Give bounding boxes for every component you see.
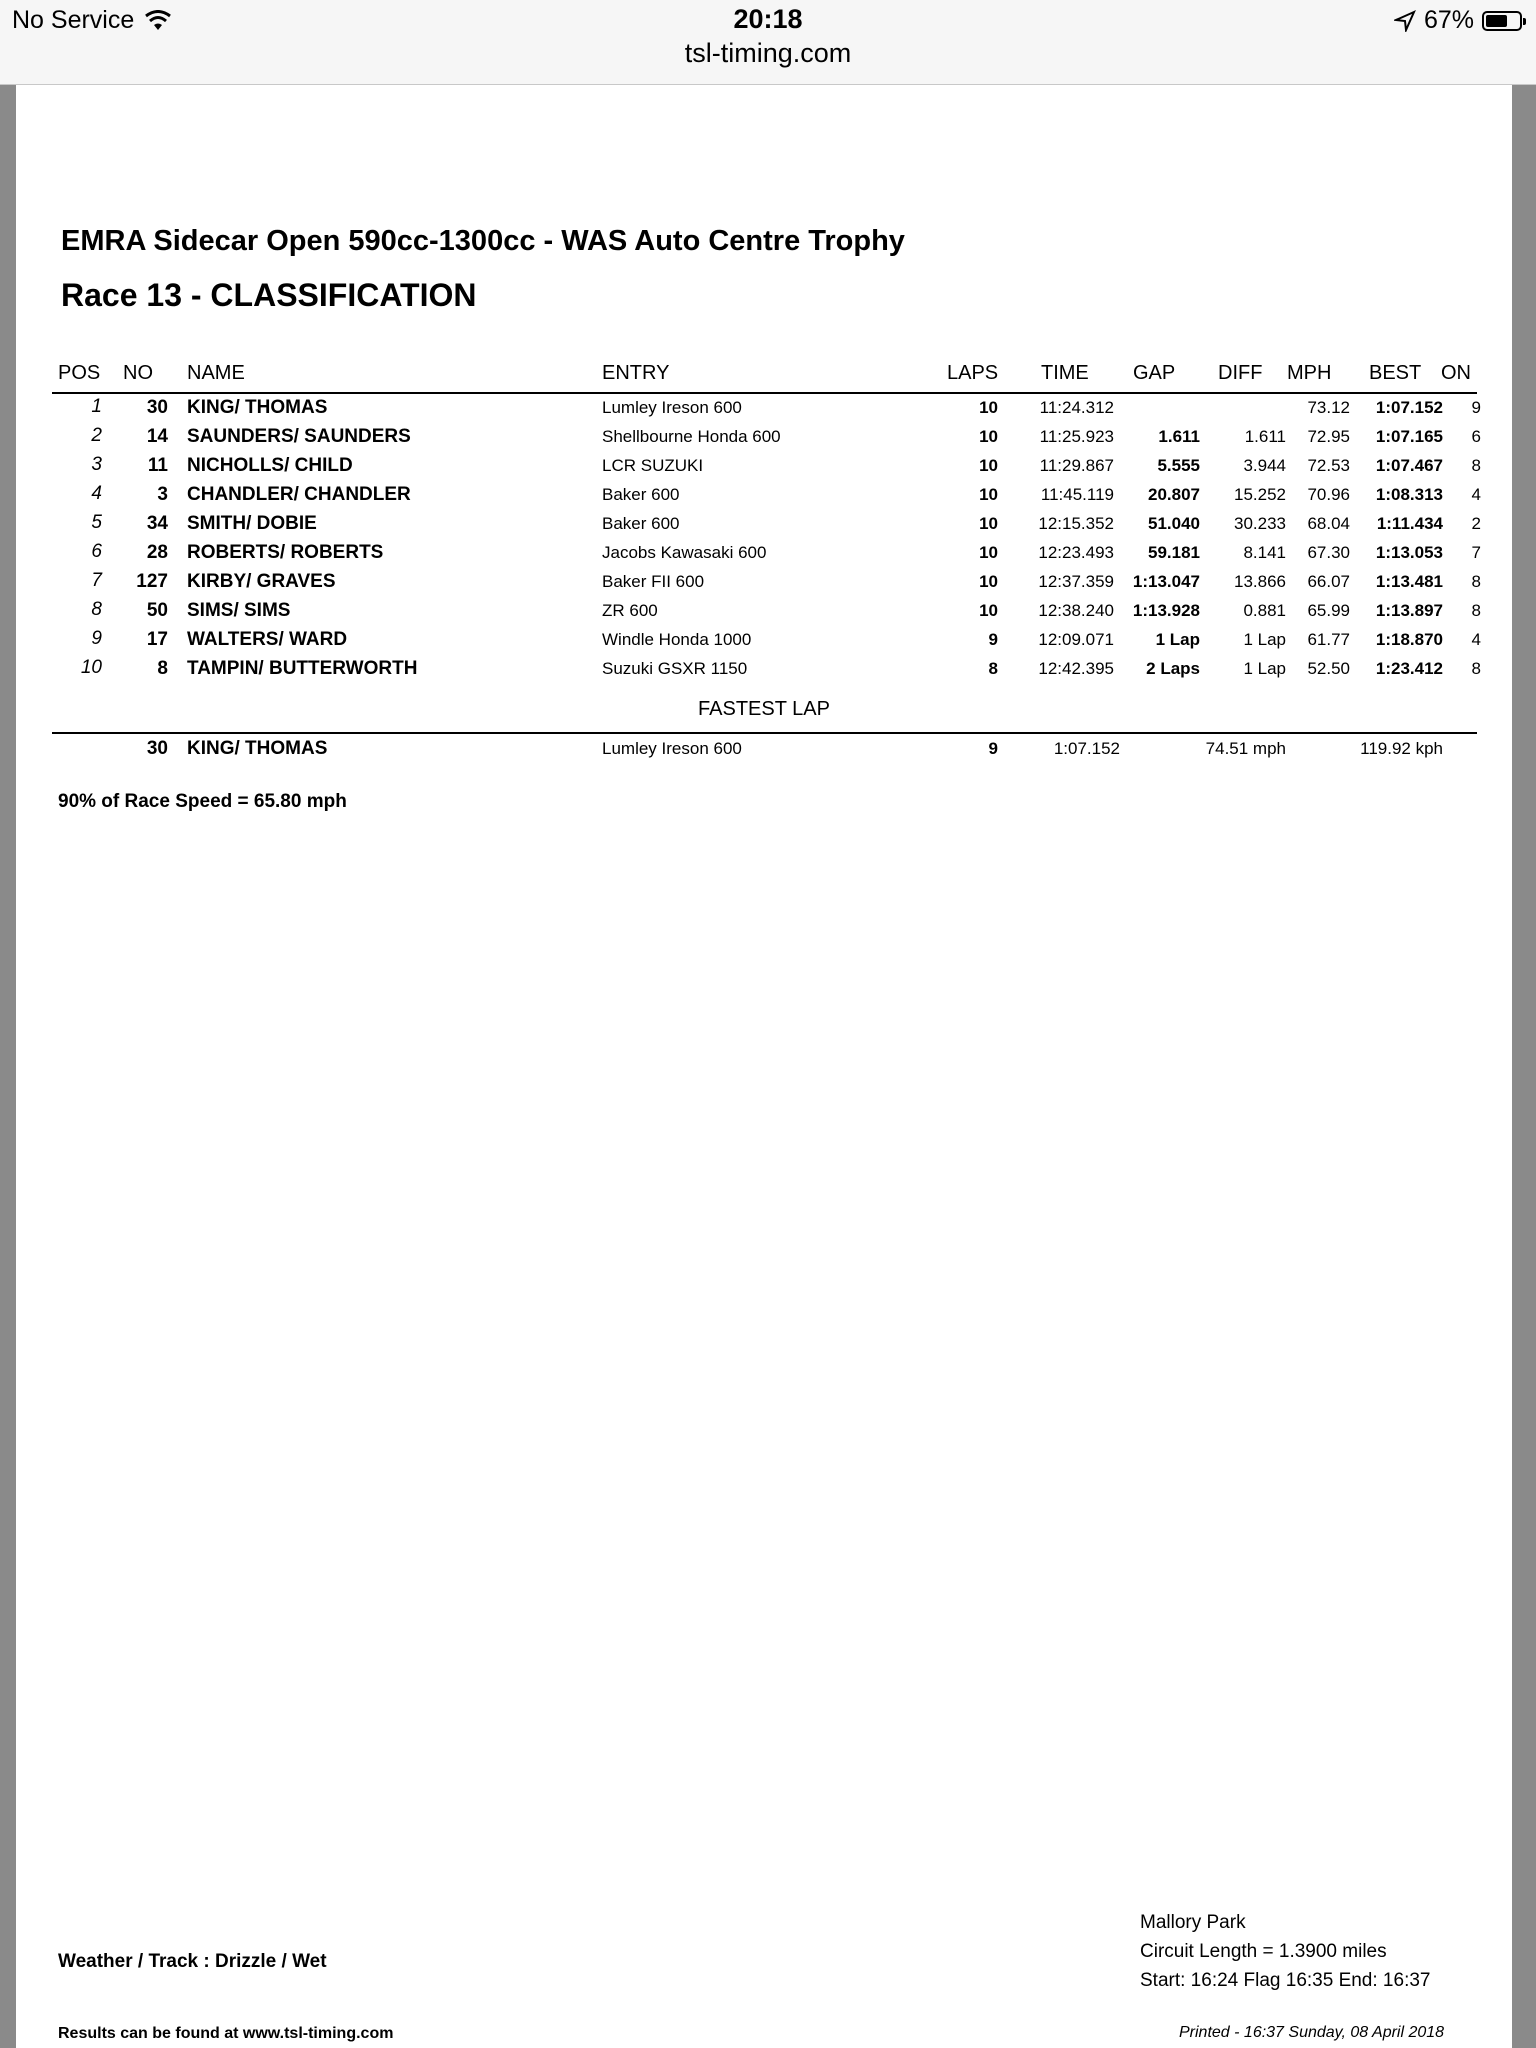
- fastest-no: 30: [146, 738, 168, 759]
- row-gap: 5.555: [1157, 456, 1200, 475]
- battery-icon: [1482, 11, 1522, 31]
- row-name: KIRBY/ GRAVES: [187, 571, 336, 592]
- row-entry: Baker FII 600: [602, 572, 705, 591]
- row-pos: 2: [91, 425, 102, 446]
- row-time: 11:24.312: [1039, 398, 1114, 417]
- location-arrow-icon: [1394, 10, 1416, 32]
- col-best: BEST: [1369, 362, 1422, 384]
- row-mph: 66.07: [1307, 572, 1350, 591]
- row-name: ROBERTS/ ROBERTS: [187, 542, 384, 563]
- row-mph: 67.30: [1307, 543, 1350, 562]
- col-pos: POS: [58, 362, 101, 384]
- weather-track: Weather / Track : Drizzle / Wet: [58, 1951, 327, 1972]
- row-name: SMITH/ DOBIE: [187, 513, 317, 534]
- row-on: 7: [1471, 543, 1481, 562]
- row-diff: 3.944: [1243, 456, 1286, 475]
- row-entry: LCR SUZUKI: [602, 456, 704, 475]
- row-pos: 10: [80, 657, 102, 678]
- row-gap: 20.807: [1148, 485, 1200, 504]
- row-laps: 10: [979, 572, 998, 591]
- row-no: 3: [157, 484, 168, 505]
- row-laps: 10: [979, 398, 998, 417]
- row-best: 1:13.897: [1375, 601, 1443, 620]
- row-time: 11:25.923: [1039, 427, 1114, 446]
- row-entry: Baker 600: [602, 514, 680, 533]
- url-bar[interactable]: tsl-timing.com: [684, 38, 852, 68]
- row-no: 17: [146, 629, 168, 650]
- row-best: 1:18.870: [1375, 630, 1443, 649]
- race-speed-note: 90% of Race Speed = 65.80 mph: [58, 791, 347, 812]
- row-laps: 10: [979, 456, 998, 475]
- row-on: 9: [1471, 398, 1481, 417]
- fastest-lap-title: FASTEST LAP: [698, 698, 830, 720]
- col-gap: GAP: [1133, 362, 1176, 384]
- row-pos: 5: [91, 512, 102, 533]
- col-on: ON: [1441, 362, 1471, 384]
- row-on: 4: [1471, 485, 1481, 504]
- row-time: 12:38.240: [1038, 601, 1114, 620]
- row-on: 8: [1471, 456, 1481, 475]
- fastest-mph: 74.51 mph: [1205, 739, 1286, 758]
- row-entry: ZR 600: [602, 601, 658, 620]
- row-gap: 2 Laps: [1146, 659, 1200, 678]
- printed-stamp: Printed - 16:37 Sunday, 08 April 2018: [1179, 2024, 1445, 2041]
- row-diff: 0.881: [1243, 601, 1286, 620]
- col-time: TIME: [1041, 362, 1089, 384]
- col-entry: ENTRY: [602, 362, 670, 384]
- fastest-kph: 119.92 kph: [1360, 739, 1443, 758]
- row-diff: 8.141: [1243, 543, 1286, 562]
- row-diff: 30.233: [1234, 514, 1286, 533]
- row-name: SAUNDERS/ SAUNDERS: [187, 426, 411, 447]
- row-on: 2: [1471, 514, 1481, 533]
- row-no: 11: [147, 455, 168, 476]
- row-on: 6: [1471, 427, 1481, 446]
- row-diff: 1 Lap: [1243, 659, 1286, 678]
- row-laps: 9: [988, 630, 998, 649]
- col-diff: DIFF: [1218, 362, 1263, 384]
- venue: Mallory Park: [1140, 1912, 1246, 1933]
- row-no: 14: [146, 426, 168, 447]
- row-diff: 15.252: [1234, 485, 1286, 504]
- row-diff: 13.866: [1234, 572, 1286, 591]
- row-name: TAMPIN/ BUTTERWORTH: [187, 658, 418, 679]
- header-rule: [52, 392, 1477, 394]
- row-no: 28: [146, 542, 168, 563]
- status-right: [1394, 6, 1522, 35]
- battery-percent: 67%: [1423, 6, 1474, 34]
- row-gap: 1.611: [1158, 427, 1200, 446]
- row-on: 4: [1471, 630, 1481, 649]
- row-mph: 68.04: [1307, 514, 1350, 533]
- row-mph: 73.12: [1307, 398, 1350, 417]
- row-mph: 72.53: [1307, 456, 1350, 475]
- row-mph: 52.50: [1307, 659, 1350, 678]
- safari-top-bar: [0, 0, 1536, 85]
- col-laps: LAPS: [947, 362, 999, 384]
- row-name: WALTERS/ WARD: [187, 629, 348, 650]
- row-best: 1:08.313: [1375, 485, 1443, 504]
- row-entry: Suzuki GSXR 1150: [602, 659, 748, 678]
- row-name: KING/ THOMAS: [187, 397, 328, 418]
- row-laps: 10: [979, 485, 998, 504]
- row-mph: 72.95: [1307, 427, 1350, 446]
- fastest-name: KING/ THOMAS: [187, 738, 328, 759]
- row-no: 127: [136, 571, 168, 592]
- row-best: 1:07.152: [1375, 398, 1443, 417]
- row-no: 30: [146, 397, 168, 418]
- row-name: CHANDLER/ CHANDLER: [187, 484, 411, 505]
- row-mph: 70.96: [1307, 485, 1350, 504]
- row-best: 1:23.412: [1375, 659, 1443, 678]
- row-time: 12:37.359: [1038, 572, 1114, 591]
- col-mph: MPH: [1287, 362, 1332, 384]
- carrier-label: No Service: [12, 6, 135, 34]
- col-no: NO: [123, 362, 153, 384]
- row-diff: 1 Lap: [1243, 630, 1286, 649]
- report-subtitle: Race 13 - CLASSIFICATION: [61, 277, 477, 313]
- row-mph: 65.99: [1307, 601, 1350, 620]
- row-pos: 4: [91, 483, 102, 504]
- fastest-lap-number: 9: [988, 739, 998, 758]
- row-laps: 8: [988, 659, 998, 678]
- fastest-rule: [52, 732, 1477, 734]
- row-name: NICHOLLS/ CHILD: [187, 455, 353, 476]
- row-no: 34: [146, 513, 168, 534]
- row-entry: Baker 600: [602, 485, 680, 504]
- row-time: 12:23.493: [1038, 543, 1114, 562]
- col-name: NAME: [187, 362, 245, 384]
- row-laps: 10: [979, 514, 998, 533]
- row-entry: Jacobs Kawasaki 600: [602, 543, 767, 562]
- row-pos: 6: [91, 541, 102, 562]
- row-best: 1:13.053: [1375, 543, 1443, 562]
- row-laps: 10: [979, 427, 998, 446]
- report-title: EMRA Sidecar Open 590cc-1300cc - WAS Auto Centre Trophy: [61, 225, 905, 257]
- row-no: 50: [146, 600, 168, 621]
- row-name: SIMS/ SIMS: [187, 600, 291, 621]
- row-mph: 61.77: [1307, 630, 1350, 649]
- row-gap: 1:13.928: [1132, 601, 1200, 620]
- row-pos: 1: [91, 396, 102, 417]
- row-entry: Windle Honda 1000: [602, 630, 752, 649]
- row-time: 12:09.071: [1038, 630, 1114, 649]
- session-times: Start: 16:24 Flag 16:35 End: 16:37: [1140, 1970, 1431, 1991]
- row-on: 8: [1471, 659, 1481, 678]
- website-note: Results can be found at www.tsl-timing.com: [58, 2025, 394, 2042]
- fastest-entry: Lumley Ireson 600: [602, 739, 742, 758]
- row-best: 1:07.165: [1375, 427, 1443, 446]
- row-time: 11:29.867: [1039, 456, 1114, 475]
- row-diff: 1.611: [1244, 427, 1286, 446]
- results-page: [16, 85, 1512, 2048]
- circuit-length: Circuit Length = 1.3900 miles: [1140, 1941, 1387, 1962]
- row-time: 12:15.352: [1038, 514, 1114, 533]
- row-best: 1:11.434: [1376, 514, 1443, 533]
- row-gap: 51.040: [1148, 514, 1200, 533]
- row-gap: 1:13.047: [1132, 572, 1200, 591]
- row-pos: 9: [91, 628, 102, 649]
- row-best: 1:13.481: [1375, 572, 1443, 591]
- row-laps: 10: [979, 543, 998, 562]
- row-laps: 10: [979, 601, 998, 620]
- row-pos: 7: [91, 570, 102, 591]
- row-on: 8: [1471, 572, 1481, 591]
- clock: 20:18: [733, 4, 803, 34]
- row-gap: 59.181: [1148, 543, 1200, 562]
- row-time: 12:42.395: [1038, 659, 1114, 678]
- row-time: 11:45.119: [1040, 485, 1114, 504]
- row-entry: Lumley Ireson 600: [602, 398, 742, 417]
- row-pos: 8: [91, 599, 102, 620]
- row-no: 8: [157, 658, 168, 679]
- row-on: 8: [1471, 601, 1481, 620]
- row-best: 1:07.467: [1375, 456, 1443, 475]
- fastest-time: 1:07.152: [1053, 739, 1120, 758]
- row-gap: 1 Lap: [1155, 630, 1200, 649]
- row-pos: 3: [91, 454, 102, 475]
- row-entry: Shellbourne Honda 600: [602, 427, 781, 446]
